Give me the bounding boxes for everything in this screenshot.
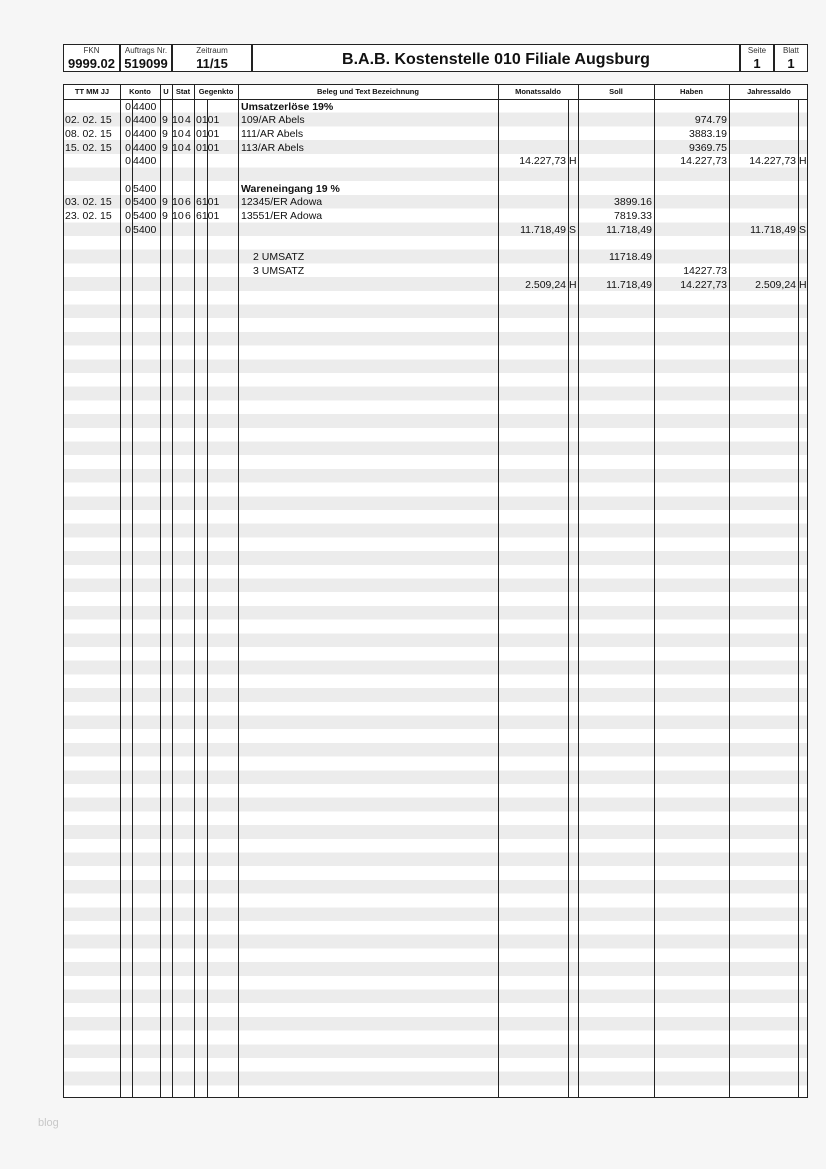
cell-jahrf: H xyxy=(799,278,807,291)
col-gegenkto: Gegenkto xyxy=(198,87,234,96)
cell-k2: 5400 xyxy=(133,182,157,195)
table-row xyxy=(64,237,807,251)
cell-k1: 0 xyxy=(125,127,131,140)
cell-mon: 11.718,49 xyxy=(520,223,566,236)
cell-haben: 3883.19 xyxy=(689,127,727,140)
cell-s2: 6 xyxy=(185,196,191,209)
cell-jahrf: H xyxy=(799,155,807,168)
cell-k2: 5400 xyxy=(133,223,157,236)
page-title: B.A.B. Kostenstelle 010 Filiale Augsburg xyxy=(342,51,650,68)
cell-text: 111/AR Abels xyxy=(241,127,304,140)
cell-k2: 4400 xyxy=(133,100,157,113)
col-haben: Haben xyxy=(680,87,703,96)
fkn-box xyxy=(63,44,120,72)
table-row xyxy=(64,154,807,168)
blatt-value: 1 xyxy=(787,56,795,71)
auftrag-label: Auftrags Nr. xyxy=(124,46,168,55)
auftrag-box xyxy=(120,44,172,72)
cell-soll: 7819.33 xyxy=(614,210,652,223)
cell-k1: 0 xyxy=(125,196,131,209)
table-row xyxy=(64,127,807,141)
cell-haben: 14227.73 xyxy=(683,264,727,277)
table-row xyxy=(64,100,807,114)
cell-jahrf: S xyxy=(799,223,807,236)
cell-monf: H xyxy=(569,278,577,291)
table-row xyxy=(64,141,807,155)
cell-s1: 10 xyxy=(172,210,184,223)
cell-text: 3 UMSATZ xyxy=(253,264,305,277)
table-row xyxy=(64,182,807,196)
watermark: blog xyxy=(38,1117,59,1129)
cell-k2: 5400 xyxy=(133,210,157,223)
table-row xyxy=(64,113,807,127)
cell-k1: 0 xyxy=(125,100,131,113)
cell-text: 12345/ER Adowa xyxy=(241,196,323,209)
cell-k1: 0 xyxy=(125,141,131,154)
cell-soll: 11.718,49 xyxy=(606,278,652,291)
cell-text: 13551/ER Adowa xyxy=(241,210,323,223)
col-jahressaldo: Jahressaldo xyxy=(747,87,791,96)
table-row xyxy=(64,264,807,278)
cell-k2: 4400 xyxy=(133,141,157,154)
cell-text: 2 UMSATZ xyxy=(253,251,305,264)
cell-s1: 10 xyxy=(172,114,184,127)
cell-s2: 6 xyxy=(185,210,191,223)
seite-value: 1 xyxy=(753,56,761,71)
cell-jahr: 14.227,73 xyxy=(749,155,796,168)
cell-haben: 14.227,73 xyxy=(680,155,727,168)
cell-monf: S xyxy=(569,223,577,236)
col-date: TT MM JJ xyxy=(74,87,110,96)
cell-monf: H xyxy=(569,155,577,168)
seite-box xyxy=(740,44,774,72)
table-row xyxy=(64,278,807,292)
cell-mon: 14.227,73 xyxy=(519,155,566,168)
cell-k2: 4400 xyxy=(133,114,157,127)
table-row xyxy=(64,250,807,264)
table-row xyxy=(64,223,807,237)
cell-u: 9 xyxy=(162,114,168,127)
cell-s1: 10 xyxy=(172,127,184,140)
seite-label: Seite xyxy=(747,46,767,55)
col-beleg: Beleg und Text Bezeichnung xyxy=(317,87,419,96)
col-konto: Konto xyxy=(129,87,151,96)
cell-k1: 0 xyxy=(125,223,131,236)
cell-haben: 974.79 xyxy=(694,114,727,127)
blatt-box xyxy=(774,44,808,72)
zeitraum-value: 11/15 xyxy=(196,56,228,71)
column-header-row xyxy=(64,85,807,100)
cell-k1: 0 xyxy=(125,182,131,195)
blatt-label: Blatt xyxy=(782,46,799,55)
cell-s2: 4 xyxy=(185,114,191,127)
col-stat: Stat xyxy=(175,87,191,96)
cell-gk: 6101 xyxy=(196,196,220,209)
zeitraum-label: Zeitraum xyxy=(196,46,228,55)
cell-text: Wareneingang 19 % xyxy=(241,182,340,195)
cell-gk: 6101 xyxy=(196,210,220,223)
cell-k2: 4400 xyxy=(133,155,157,168)
fkn-label: FKN xyxy=(83,46,100,55)
cell-s2: 4 xyxy=(185,141,191,154)
cell-u: 9 xyxy=(162,196,168,209)
cell-s1: 10 xyxy=(172,196,184,209)
cell-s1: 10 xyxy=(172,141,184,154)
ledger-table xyxy=(63,84,808,1098)
cell-haben: 9369.75 xyxy=(689,141,727,154)
cell-date: 23. 02. 15 xyxy=(65,210,112,223)
cell-gk: 0101 xyxy=(196,127,220,140)
cell-date: 03. 02. 15 xyxy=(65,196,112,209)
cell-soll: 11.718,49 xyxy=(606,223,652,236)
cell-k2: 5400 xyxy=(133,196,157,209)
cell-k1: 0 xyxy=(125,155,131,168)
cell-s2: 4 xyxy=(185,127,191,140)
cell-date: 15. 02. 15 xyxy=(65,141,112,154)
cell-jahr: 2.509,24 xyxy=(755,278,796,291)
cell-date: 02. 02. 15 xyxy=(65,114,112,127)
cell-k1: 0 xyxy=(125,114,131,127)
cell-haben: 14.227,73 xyxy=(680,278,727,291)
cell-text: 109/AR Abels xyxy=(241,114,305,127)
cell-jahr: 11.718,49 xyxy=(750,223,796,236)
col-monatssaldo: Monatssaldo xyxy=(515,87,561,96)
cell-soll: 3899.16 xyxy=(614,196,652,209)
cell-k1: 0 xyxy=(125,210,131,223)
cell-u: 9 xyxy=(162,141,168,154)
cell-soll: 11718.49 xyxy=(608,251,652,264)
cell-date: 08. 02. 15 xyxy=(65,127,112,140)
zeitraum-box xyxy=(172,44,252,72)
table-row xyxy=(64,168,807,182)
cell-u: 9 xyxy=(162,127,168,140)
cell-u: 9 xyxy=(162,210,168,223)
col-soll: Soll xyxy=(609,87,623,96)
title-box xyxy=(252,44,740,72)
cell-text: 113/AR Abels xyxy=(241,141,304,154)
cell-gk: 0101 xyxy=(196,141,220,154)
auftrag-value: 519099 xyxy=(124,56,168,71)
cell-text: Umsatzerlöse 19% xyxy=(241,100,334,113)
table-row xyxy=(64,195,807,209)
table-row xyxy=(64,209,807,223)
cell-k2: 4400 xyxy=(133,127,157,140)
cell-mon: 2.509,24 xyxy=(525,278,566,291)
col-u: U xyxy=(163,87,169,96)
fkn-value: 9999.02 xyxy=(68,56,115,71)
cell-gk: 0101 xyxy=(196,114,220,127)
